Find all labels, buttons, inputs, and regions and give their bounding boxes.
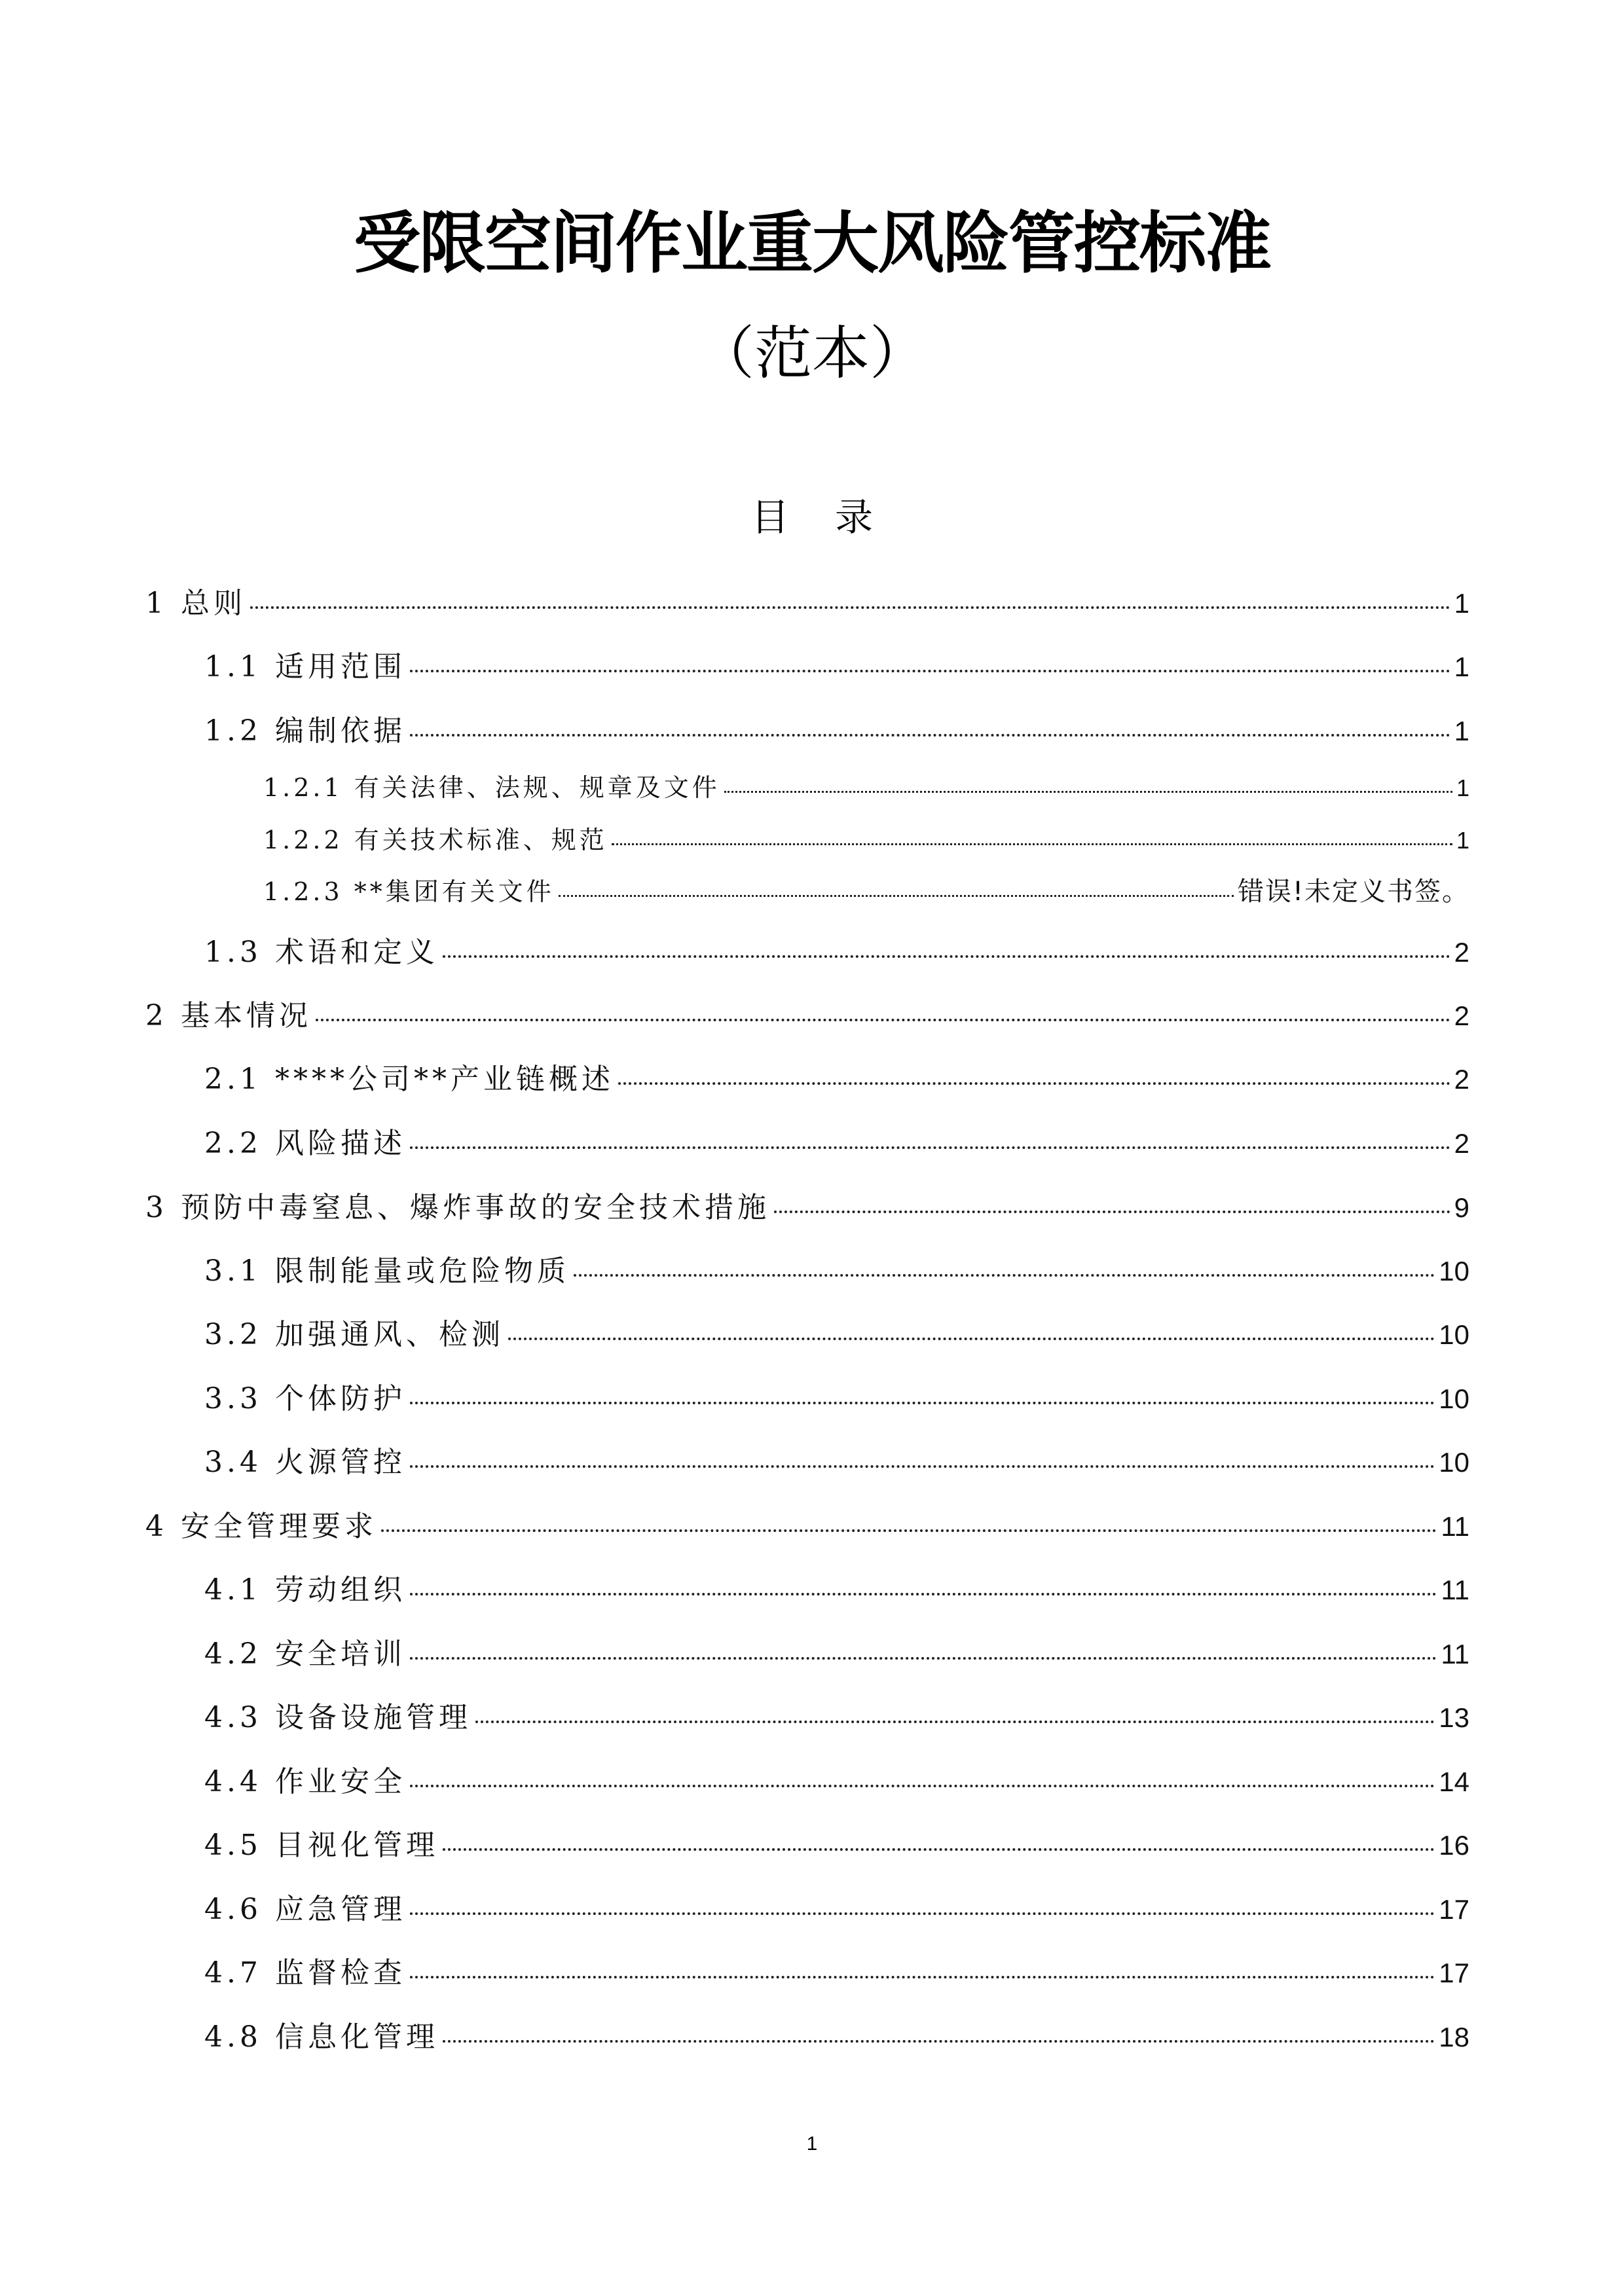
toc-entry-page: 2 [1454, 1000, 1469, 1031]
toc-entry[interactable] [204, 1886, 1469, 1927]
toc-entry-title: 安全培训 [274, 1637, 406, 1671]
toc-entry-number: 1 [145, 587, 168, 620]
toc-entry-label [204, 1566, 406, 1608]
toc-entry[interactable] [145, 579, 1469, 621]
toc-entry[interactable] [263, 820, 1469, 856]
toc-entry-number: 3.4 [204, 1446, 262, 1479]
toc-entry-number: 4.4 [204, 1765, 262, 1798]
toc-entry-label [263, 871, 555, 907]
toc-entry-page: 10 [1439, 1383, 1469, 1414]
toc-leader-dots [410, 670, 1450, 672]
toc-entry-label [204, 1630, 406, 1672]
toc-entry-title: 预防中毒窒息、爆炸事故的安全技术措施 [181, 1191, 770, 1224]
toc-entry-title: 术语和定义 [274, 936, 439, 969]
toc-leader-dots [381, 1529, 1437, 1532]
toc-entry-title: 劳动组织 [274, 1573, 406, 1607]
toc-entry[interactable] [204, 1055, 1469, 1097]
toc-entry-label [145, 1184, 770, 1226]
toc-leader-dots [250, 606, 1450, 609]
toc-entry-page: 1 [1454, 588, 1469, 619]
toc-leader-dots [410, 1912, 1435, 1915]
toc-entry-page: 1 [1456, 827, 1469, 854]
toc-entry-title: 应急管理 [274, 1893, 406, 1926]
toc-entry-title: 风险描述 [274, 1127, 406, 1160]
toc-entry-title: 编制依据 [274, 714, 406, 748]
toc-entry-number: 4.8 [204, 2020, 262, 2054]
toc-leader-dots [774, 1211, 1450, 1213]
toc-entry[interactable] [145, 1184, 1469, 1226]
toc-entry-number: 1.2.3 [263, 877, 343, 906]
toc-entry-number: 4.1 [204, 1573, 262, 1607]
toc-entry-number: 1.2.1 [263, 773, 343, 802]
toc-entry-number: 1.2.2 [263, 826, 343, 854]
toc-entry-title: 适用范围 [274, 650, 406, 683]
toc-entry-title: 限制能量或危险物质 [274, 1254, 570, 1288]
toc-entry-label [145, 579, 246, 621]
toc-leader-dots [410, 1785, 1435, 1787]
toc-leader-dots [443, 955, 1450, 958]
toc-entry[interactable] [204, 1311, 1469, 1353]
document-title: 受限空间作业重大风险管控标准 [354, 205, 1270, 283]
toc-entry-label [204, 1375, 406, 1417]
toc-entry-title: 作业安全 [274, 1765, 406, 1798]
toc-entry[interactable] [204, 1630, 1469, 1672]
toc-entry-label [204, 928, 439, 970]
toc-entry[interactable] [204, 1375, 1469, 1417]
toc-entry-label [145, 992, 312, 1034]
toc-entry[interactable] [204, 1120, 1469, 1161]
toc-entry-page: 2 [1454, 937, 1469, 968]
toc-entry-number: 2.1 [204, 1063, 262, 1096]
toc-entry-page: 17 [1439, 1894, 1469, 1925]
toc-heading-left: 目 [750, 495, 789, 539]
toc-entry-number: 4.7 [204, 1956, 262, 1990]
toc-entry-title: 基本情况 [181, 999, 312, 1032]
toc-entry-label [204, 1247, 570, 1289]
toc-entry-title: ****公司**产业链概述 [274, 1063, 614, 1096]
toc-entry-number: 1.2 [204, 714, 262, 748]
toc-entry-page: 16 [1439, 1830, 1469, 1861]
toc-entry-title: 火源管控 [274, 1446, 406, 1479]
toc-entry-page: 14 [1439, 1766, 1469, 1797]
toc-entry-label [204, 1694, 471, 1736]
toc-entry-label [204, 1120, 406, 1161]
document-subtitle: （范本） [696, 319, 927, 387]
toc-entry-label [263, 820, 608, 856]
toc-entry-page: 13 [1439, 1702, 1469, 1733]
toc-leader-dots [410, 1465, 1435, 1468]
toc-leader-dots [410, 1976, 1435, 1978]
toc-heading-right: 录 [835, 495, 874, 539]
toc-entry-label [204, 1821, 439, 1863]
toc-entry-title: 有关法律、法规、规章及文件 [354, 773, 720, 802]
footer-page-number: 1 [806, 2133, 818, 2155]
toc-entry[interactable] [204, 1949, 1469, 1991]
toc-entry[interactable] [204, 928, 1469, 970]
toc-entry-number: 4.5 [204, 1829, 262, 1862]
toc-entry-page: 1 [1454, 651, 1469, 682]
toc-leader-dots [475, 1721, 1435, 1723]
toc-entry-page: 11 [1441, 1575, 1469, 1605]
toc-entry-label [204, 1949, 406, 1991]
toc-entry-title: 目视化管理 [274, 1829, 439, 1862]
toc-entry-title: 设备设施管理 [274, 1701, 471, 1734]
toc-entry-page: 10 [1439, 1319, 1469, 1350]
toc-entry-number: 4.2 [204, 1637, 262, 1671]
toc-entry[interactable] [204, 1247, 1469, 1289]
toc-entry[interactable] [145, 992, 1469, 1034]
toc-entry-page: 11 [1441, 1511, 1469, 1542]
toc-entry-number: 4.3 [204, 1701, 262, 1734]
toc-entry-page: 10 [1439, 1256, 1469, 1286]
toc-entry-label [145, 1503, 377, 1544]
toc-entry-title: 信息化管理 [274, 2020, 439, 2054]
toc-entry-title: 个体防护 [274, 1382, 406, 1415]
toc-entry-number: 3.2 [204, 1318, 262, 1351]
toc-leader-dots [410, 1657, 1437, 1660]
toc-entry-number: 1.1 [204, 650, 262, 683]
toc-entry-page: 18 [1439, 2022, 1469, 2052]
toc-entry-number: 1.3 [204, 936, 262, 969]
toc-entry-page: 2 [1454, 1064, 1469, 1095]
toc-leader-dots [410, 734, 1450, 737]
toc-entry-title: 加强通风、检测 [274, 1318, 504, 1351]
toc-leader-dots [574, 1274, 1435, 1277]
toc-entry[interactable] [204, 1694, 1469, 1736]
toc-leader-dots [724, 791, 1452, 793]
toc-entry-title: **集团有关文件 [354, 877, 555, 906]
toc-entry-number: 3.3 [204, 1382, 262, 1415]
toc-entry-page: 17 [1439, 1958, 1469, 1988]
toc-entry-page: 1 [1454, 716, 1469, 746]
toc-leader-dots [443, 1848, 1435, 1851]
toc-entry-label [204, 1311, 504, 1353]
toc-entry[interactable] [263, 767, 1469, 803]
toc-entry-number: 3.1 [204, 1254, 262, 1288]
toc-entry-page-error: 错误!未定义书签。 [1237, 877, 1469, 907]
toc-entry-page: 11 [1441, 1639, 1469, 1669]
toc-entry-page: 9 [1454, 1192, 1469, 1223]
toc-entry-title: 监督检查 [274, 1956, 406, 1990]
toc-entry-label [204, 1886, 406, 1927]
toc-entry-label [204, 643, 406, 685]
toc-entry-title: 总则 [181, 587, 246, 620]
toc-leader-dots [508, 1338, 1435, 1340]
toc-entry-number: 2 [145, 999, 168, 1032]
toc-entry-label [263, 767, 720, 803]
toc-leader-dots [618, 1082, 1450, 1085]
toc-entry[interactable] [204, 1821, 1469, 1863]
toc-entry[interactable] [145, 1503, 1469, 1544]
toc-leader-dots [612, 843, 1452, 845]
toc-leader-dots [410, 1146, 1450, 1149]
toc-leader-dots [410, 1402, 1435, 1404]
toc-entry-label [204, 2013, 439, 2055]
toc-entry[interactable] [204, 2013, 1469, 2055]
toc-entry[interactable] [204, 1438, 1469, 1480]
toc-entry-number: 3 [145, 1191, 168, 1224]
toc-leader-dots [410, 1593, 1437, 1595]
toc-entry-page: 1 [1456, 774, 1469, 801]
toc-entry-label [204, 1438, 406, 1480]
toc-entry[interactable] [204, 707, 1469, 749]
toc-entry-number: 4.6 [204, 1893, 262, 1926]
toc-entry-page: 2 [1454, 1128, 1469, 1159]
toc-entry-label [204, 1055, 614, 1097]
toc-entry-number: 2.2 [204, 1127, 262, 1160]
toc-entry[interactable] [204, 643, 1469, 685]
toc-entry[interactable] [204, 1566, 1469, 1608]
toc-leader-dots [443, 2040, 1435, 2043]
toc-entry-label [204, 1758, 406, 1800]
toc-leader-dots [559, 895, 1234, 897]
toc-leader-dots [316, 1019, 1450, 1021]
toc-entry[interactable] [204, 1758, 1469, 1800]
toc-entry-label [204, 707, 406, 749]
toc-entry-title: 安全管理要求 [181, 1510, 377, 1543]
toc-entry-title: 有关技术标准、规范 [354, 826, 608, 854]
toc-entry[interactable] [263, 871, 1469, 908]
toc-entry-number: 4 [145, 1510, 168, 1543]
toc-entry-page: 10 [1439, 1447, 1469, 1478]
